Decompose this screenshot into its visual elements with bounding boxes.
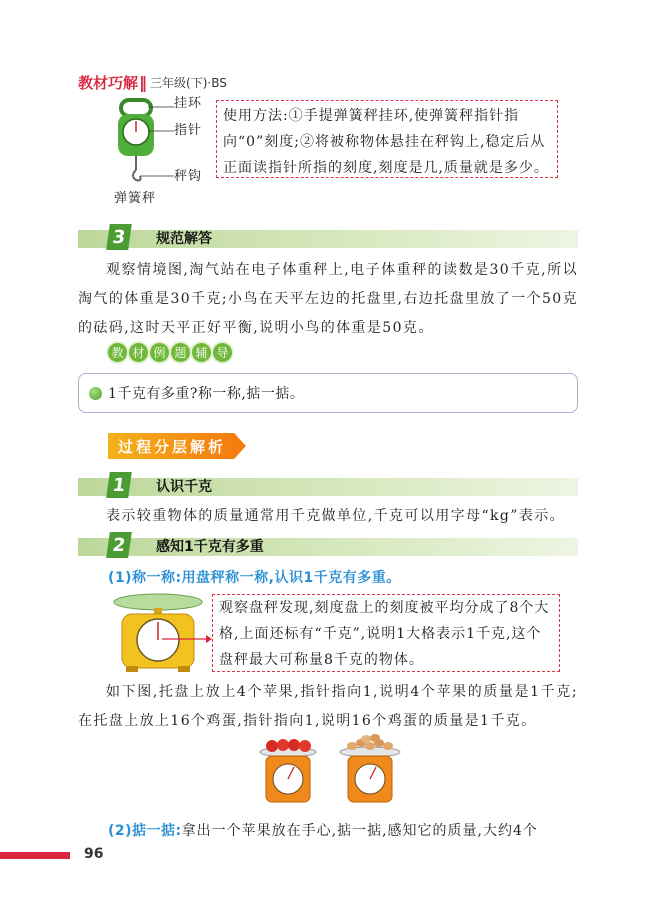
subsection-label: (2)掂一掂: (108, 823, 182, 839)
apple (288, 739, 300, 751)
process-banner: 过程分层解析 (108, 433, 234, 459)
section-1-heading (78, 474, 578, 496)
answer-paragraph: 观察情境图,淘气站在电子体重秤上,电子体重秤的读数是30千克,所以淘气的体重是30千克;小鸟在天平左边的托盘里,右边托盘里放了一个50克的砝码,这时天平正好平衡,说明小鸟的体重是50克。 (78, 262, 578, 336)
scale-hook (133, 170, 141, 181)
apple-scale (260, 739, 316, 802)
book-brand: 教材巧解 (78, 73, 139, 92)
apple (266, 740, 278, 752)
chip: 题 (171, 343, 190, 362)
chip: 辅 (192, 343, 211, 362)
section-title: 认识千克 (156, 479, 212, 495)
section-2-heading (78, 534, 578, 556)
grade-label: 三年级(下)·BS (150, 75, 227, 90)
egg (361, 735, 371, 743)
egg (370, 734, 380, 742)
section-number: 1 (106, 472, 132, 498)
subsection-text: 拿出一个苹果放在手心,掂一掂,感知它的质量,大约4个 (181, 823, 538, 839)
chip: 导 (213, 343, 232, 362)
kilogram-definition: 表示较重物体的质量通常用千克做单位,千克可以用字母“kg”表示。 (106, 508, 566, 524)
chip: 材 (129, 343, 148, 362)
bullet-icon (89, 387, 102, 400)
label-hook: 秤钩 (174, 169, 203, 184)
section-title: 感知1千克有多重 (156, 539, 264, 555)
apples-eggs-paragraph: 如下图,托盘上放上4个苹果,指针指向1,说明4个苹果的质量是1千克;在托盘上放上16个鸡蛋,指针指向1,说明16个鸡蛋的质量是1千克。 (78, 684, 578, 729)
banner-arrow-icon (234, 433, 246, 459)
apple (277, 739, 289, 751)
egg (383, 742, 393, 750)
running-header (78, 72, 227, 92)
subsection-heft (108, 820, 538, 840)
scale-tray (114, 594, 202, 610)
apple (299, 740, 311, 752)
spring-scale-caption: 弹簧秤 (114, 191, 157, 206)
question-box (78, 373, 578, 413)
subsection-label: (1)称一称: (108, 570, 182, 586)
scale-ring (121, 100, 151, 116)
section-title: 规范解答 (156, 231, 212, 247)
section-3-heading (78, 226, 578, 248)
page-number: 96 (84, 846, 104, 862)
section-number: 3 (106, 224, 132, 250)
egg (365, 742, 375, 750)
chip: 例 (150, 343, 169, 362)
section-number: 2 (106, 532, 132, 558)
apples-eggs-figure (256, 734, 408, 808)
egg-scale (340, 734, 400, 802)
subsection-weigh (108, 567, 401, 587)
usage-note: 使用方法:①手提弹簧秤挂环,使弹簧秤指针指向“0”刻度;②将被称物体悬挂在秤钩上,稳定后从正面读指针所指的刻度,刻度是几,质量就是多少。 (216, 100, 558, 178)
pointer-arrow-icon (162, 632, 212, 646)
header-separator: ‖ (139, 72, 148, 92)
subsection-text: 用盘秤称一称,认识1千克有多重。 (181, 570, 401, 586)
label-ring: 挂环 (174, 96, 203, 111)
footer-accent-bar (0, 852, 70, 859)
question-text: 1千克有多重?称一称,掂一掂。 (108, 386, 305, 402)
label-pointer: 指针 (174, 123, 203, 138)
egg (347, 742, 357, 750)
pan-scale-note: 观察盘秤发现,刻度盘上的刻度被平均分成了8个大格,上面还标有“千克”,说明1大格表示1千克,这个盘秤最大可称量8千克的物体。 (212, 594, 560, 672)
chip: 教 (108, 343, 127, 362)
example-guide-tag (108, 343, 234, 362)
